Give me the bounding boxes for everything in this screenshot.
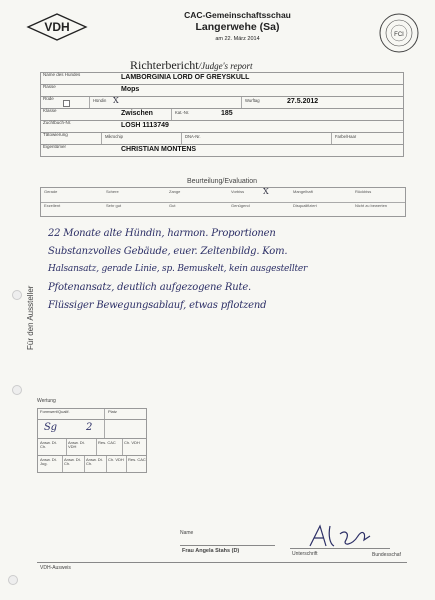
footer-left-text: VDH-Ausweis (40, 565, 71, 571)
catalog-value: 185 (221, 110, 233, 117)
name-value: LAMBORGINIA LORD OF GREYSKULL (121, 74, 250, 81)
sex-row (40, 97, 404, 109)
place-label: Platz (108, 409, 117, 414)
fci-seal-icon (378, 12, 420, 54)
name-label: Name des Hundes (43, 72, 81, 77)
eval-cell: Disqualifiziert (293, 203, 317, 208)
owner-label: Eigentümer (43, 144, 67, 149)
evaluation-mark[interactable]: X (263, 187, 269, 196)
fci-seal-text: FCI (394, 32, 404, 38)
report-title-sub: /Judge's report (198, 61, 253, 71)
critique-line: Flüssiger Bewegungsablauf, etwas pflotzend (48, 300, 267, 311)
breed-row (40, 85, 404, 97)
signature-label: Unterschrift (292, 551, 318, 557)
show-name: CAC-Gemeinschaftsschau (184, 10, 291, 20)
owner-row (40, 145, 404, 157)
class-value: Zwischen (121, 110, 153, 117)
vdh-logo-text: VDH (44, 20, 70, 34)
breed-label: Rasse (43, 84, 56, 89)
show-location: Langerwehe (Sa) (195, 21, 280, 33)
award-cell: Ch. VDH (108, 457, 124, 462)
eval-cell: Mangelhaft (293, 189, 313, 194)
grade-label: Formwert/Qualif. (40, 409, 70, 414)
eval-cell: Vorbiss (231, 189, 245, 194)
eval-cell: Nicht zu bewerten (355, 203, 388, 208)
award-cell: Res. CAC (98, 440, 116, 445)
evaluation-grid (40, 187, 406, 217)
female-checkbox[interactable]: X (113, 96, 119, 105)
rating-table (37, 408, 147, 473)
male-checkbox[interactable] (63, 100, 70, 107)
class-row (40, 109, 404, 121)
catalog-label: Kat.-Nr. (175, 110, 190, 115)
eval-cell: Schere (106, 189, 119, 194)
eval-cell: Sehr gut (106, 203, 122, 208)
side-label: Für den Aussteller (26, 285, 35, 350)
vdh-logo (22, 12, 92, 42)
dob-value: 27.5.2012 (287, 98, 319, 105)
owner-value: CHRISTIAN MONTENS (121, 146, 197, 153)
color-label: Farbe/Haar (335, 134, 357, 139)
stud-row (40, 121, 404, 133)
eval-cell: Zange (169, 189, 181, 194)
award-cell: Answ. Dt. Jug. (40, 457, 57, 467)
judge-signature (300, 522, 380, 550)
tattoo-label: Tätowierung (43, 132, 68, 137)
rating-heading: Wertung (37, 398, 56, 404)
award-cell: Answ. Dt. Ch. (64, 457, 81, 467)
female-label: Hündin (93, 98, 107, 103)
class-label: Klasse (43, 108, 57, 113)
punch-hole (8, 575, 18, 585)
breed-value: Mops (121, 86, 140, 93)
critique-line: Substanzvolles Gebäude, euer. Zeltenbildg. Kom. (48, 246, 288, 257)
critique-line: Halsansatz, gerade Linie, sp. Bemuskelt, kein ausgestellter (48, 264, 308, 274)
place-value: 2 (86, 422, 93, 433)
name-row (40, 72, 404, 85)
award-cell: Answ. Dt. VDH (68, 440, 85, 450)
judge-name: Frau Angela Stahs (D) (182, 548, 240, 554)
award-cell: Res. CAC (128, 457, 146, 462)
show-header (150, 10, 325, 42)
footer-right-text: Bundesschaf (372, 552, 401, 558)
stud-value: LOSH 1113749 (121, 122, 169, 129)
eval-cell: Gut (169, 203, 176, 208)
evaluation-title: Beurteilung/Evaluation (186, 178, 258, 185)
dog-info-form (40, 72, 404, 157)
grade-value: Sg (44, 422, 57, 433)
eval-cell: Rückbiss (355, 189, 372, 194)
award-cell: Ch. VDH (124, 440, 140, 445)
eval-cell: Gerade (44, 189, 58, 194)
judge-name-label: Name (180, 530, 194, 536)
critique-line: Pfotenansatz, deutlich aufgezogene Rute. (48, 282, 252, 293)
punch-hole (12, 290, 22, 300)
male-label: Rüde (43, 96, 54, 101)
show-date: am 22. März 2014 (215, 36, 260, 42)
award-cell: Answ. Dt. Ch. (40, 440, 57, 450)
punch-hole (12, 385, 22, 395)
eval-cell: Exzellent (44, 203, 61, 208)
report-title-main: Richterbericht (130, 58, 199, 72)
id-row (40, 133, 404, 145)
dob-label: Wurftag (245, 98, 260, 103)
stud-label: Zuchtbuch-Nr. (43, 120, 72, 125)
critique-line: 22 Monate alte Hündin, harmon. Proportionen (48, 228, 276, 239)
eval-cell: Genügend (231, 203, 250, 208)
award-cell: Answ. Dt. Ch. (86, 457, 103, 467)
chip-label: Mikrochip (105, 134, 123, 139)
dna-label: DNA-Nr. (185, 134, 201, 139)
